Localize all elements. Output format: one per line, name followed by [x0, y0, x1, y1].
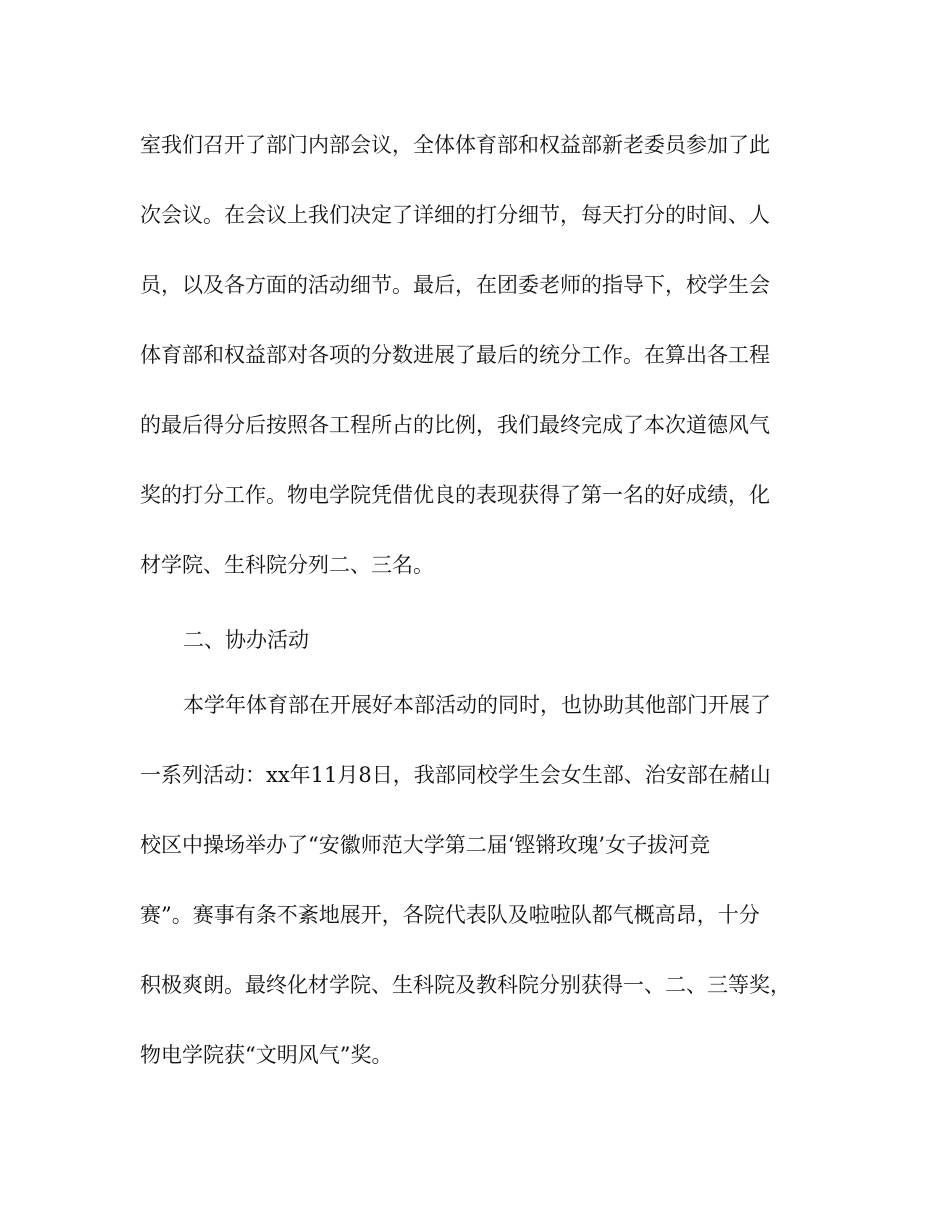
paragraph-line-2: 次会议。在会议上我们决定了详细的打分细节，每天打分的时间、人 [140, 203, 770, 227]
paragraph-line-5: 的最后得分后按照各工程所占的比例，我们最终完成了本次道德风气 [140, 413, 770, 437]
paragraph-line-10: 校区中操场举办了“安徽师范大学第二届‘铿锵玫瑰’女子拔河竞 [140, 833, 711, 857]
paragraph-line-12: 积极爽朗。最终化材学院、生科院及教科院分别获得一、二、三等奖， [140, 973, 791, 997]
paragraph-line-6: 奖的打分工作。物电学院凭借优良的表现获得了第一名的好成绩，化 [140, 483, 770, 507]
paragraph-line-4: 体育部和权益部对各项的分数进展了最后的统分工作。在算出各工程 [140, 343, 770, 367]
paragraph-line-13: 物电学院获“文明风气”奖。 [140, 1043, 393, 1067]
section-heading: 二、协办活动 [183, 628, 309, 652]
paragraph-line-8: 本学年体育部在开展好本部活动的同时，也协助其他部门开展了 [183, 693, 771, 717]
paragraph-line-9: 一系列活动：xx年11月8日，我部同校学生会女生部、治安部在赭山 [140, 763, 771, 787]
paragraph-line-3: 员，以及各方面的活动细节。最后，在团委老师的指导下，校学生会 [140, 273, 770, 297]
paragraph-line-1: 室我们召开了部门内部会议，全体体育部和权益部新老委员参加了此 [140, 133, 770, 157]
paragraph-line-11: 赛”。赛事有条不紊地展开，各院代表队及啦啦队都气概高昂，十分 [140, 903, 760, 927]
paragraph-line-7: 材学院、生科院分列二、三名。 [140, 553, 434, 577]
